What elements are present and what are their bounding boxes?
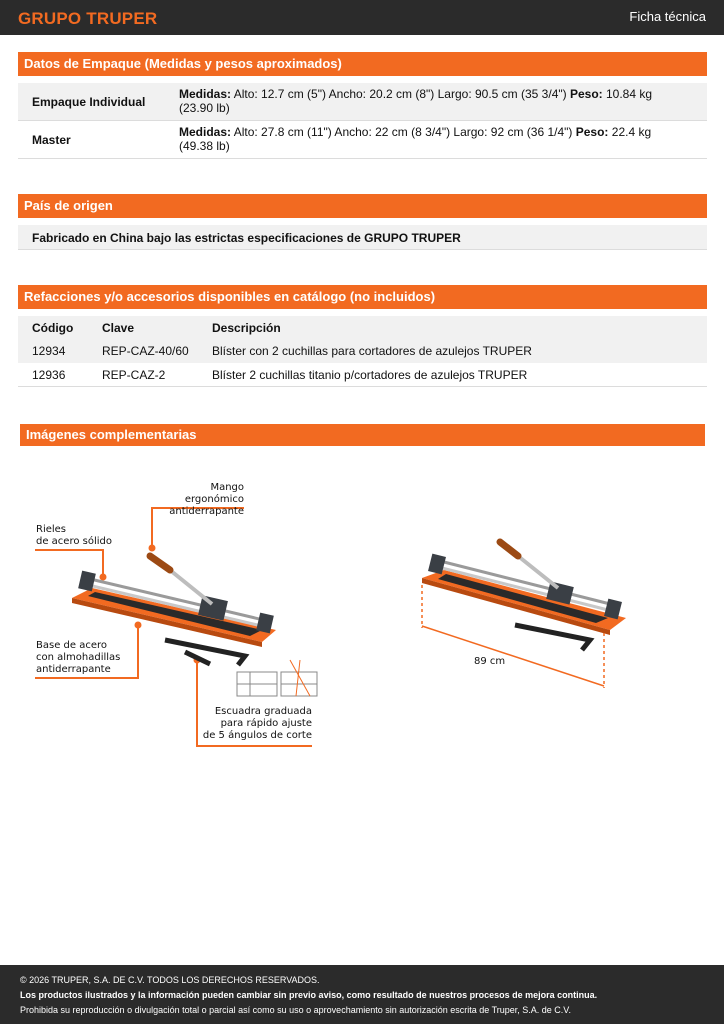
column-header-codigo: Código [32, 321, 74, 335]
annotation-line: Mango ergonómico [184, 482, 244, 505]
footer-legal: Prohibida su reproducción o divulgación total o parcial así como su uso o aprovechamiento sin autorización escrita de Truper, S.A. de C.V. [20, 1005, 571, 1015]
medidas-label: Medidas: [179, 87, 232, 101]
cell-clave: REP-CAZ-40/60 [102, 344, 189, 358]
medidas-value: Alto: 12.7 cm (5") Ancho: 20.2 cm (8") Largo: 90.5 cm (35 3/4") [233, 87, 567, 101]
annotation-rieles [36, 524, 112, 548]
annotation-line: Rieles [36, 524, 67, 535]
table-row [18, 340, 707, 363]
cell-codigo: 12934 [32, 344, 66, 358]
annotation-escuadra [200, 706, 312, 742]
column-header-descripcion: Descripción [212, 321, 281, 335]
table-row [18, 121, 707, 159]
footer-copyright: © 2026 TRUPER, S.A. DE C.V. TODOS LOS DERECHOS RESERVADOS. [20, 975, 320, 985]
origin-row [18, 225, 707, 250]
medidas-value: Alto: 27.8 cm (11") Ancho: 22 cm (8 3/4") Largo: 92 cm (36 1/4") [233, 125, 573, 139]
angle-diagram [237, 660, 317, 696]
row-value [179, 125, 699, 153]
row-label: Master [32, 133, 71, 147]
annotation-mango [160, 482, 244, 518]
truper-logo: GRUPO TRUPER [18, 9, 158, 28]
annotation-line: Escuadra graduada [214, 706, 312, 717]
section-header-imagenes: Imágenes complementarias [20, 424, 705, 446]
row-label: Empaque Individual [32, 95, 146, 109]
tile-cutter-length-image [410, 535, 630, 695]
table-row [18, 83, 707, 121]
peso-value-lb: (23.90 lb) [179, 101, 230, 115]
section-header-refacciones: Refacciones y/o accesorios disponibles en catálogo (no incluidos) [18, 285, 707, 309]
footer-notice: Los productos ilustrados y la información pueden cambiar sin previo aviso, como resultado de nuestros procesos de mejora continua. [20, 990, 598, 1000]
peso-value: 10.84 kg [606, 87, 653, 101]
footer [0, 965, 724, 1024]
cell-codigo: 12936 [32, 368, 66, 382]
table-header-row [18, 316, 707, 340]
annotation-base [36, 640, 120, 676]
peso-value: 22.4 kg [611, 125, 652, 139]
peso-label: Peso: [569, 87, 603, 101]
peso-label: Peso: [575, 125, 609, 139]
length-label: 89 cm [474, 656, 506, 667]
medidas-label: Medidas: [179, 125, 232, 139]
row-value [179, 87, 699, 115]
section-header-origen: País de origen [18, 194, 707, 218]
annotation-line: de acero sólido [36, 536, 112, 547]
origin-text: Fabricado en China bajo las estrictas especificaciones de GRUPO TRUPER [32, 231, 461, 245]
peso-value-lb: (49.38 lb) [179, 139, 230, 153]
annotation-line: antiderrapante [36, 664, 111, 675]
annotation-line: Base de acero [36, 640, 107, 651]
cell-clave: REP-CAZ-2 [102, 368, 166, 382]
document-type: Ficha técnica [629, 9, 706, 24]
annotation-line: antiderrapante [169, 506, 244, 517]
cell-descripcion: Blíster 2 cuchillas titanio p/cortadores de azulejos TRUPER [212, 368, 528, 382]
section-header-empaque: Datos de Empaque (Medidas y pesos aproximados) [18, 52, 707, 76]
annotation-line: para rápido ajuste [220, 718, 312, 729]
table-row [18, 363, 707, 387]
annotation-line: con almohadillas [36, 652, 121, 663]
cell-descripcion: Blíster con 2 cuchillas para cortadores de azulejos TRUPER [212, 344, 532, 358]
column-header-clave: Clave [102, 321, 135, 335]
annotation-line: de 5 ángulos de corte [202, 730, 312, 741]
top-bar [0, 0, 724, 35]
